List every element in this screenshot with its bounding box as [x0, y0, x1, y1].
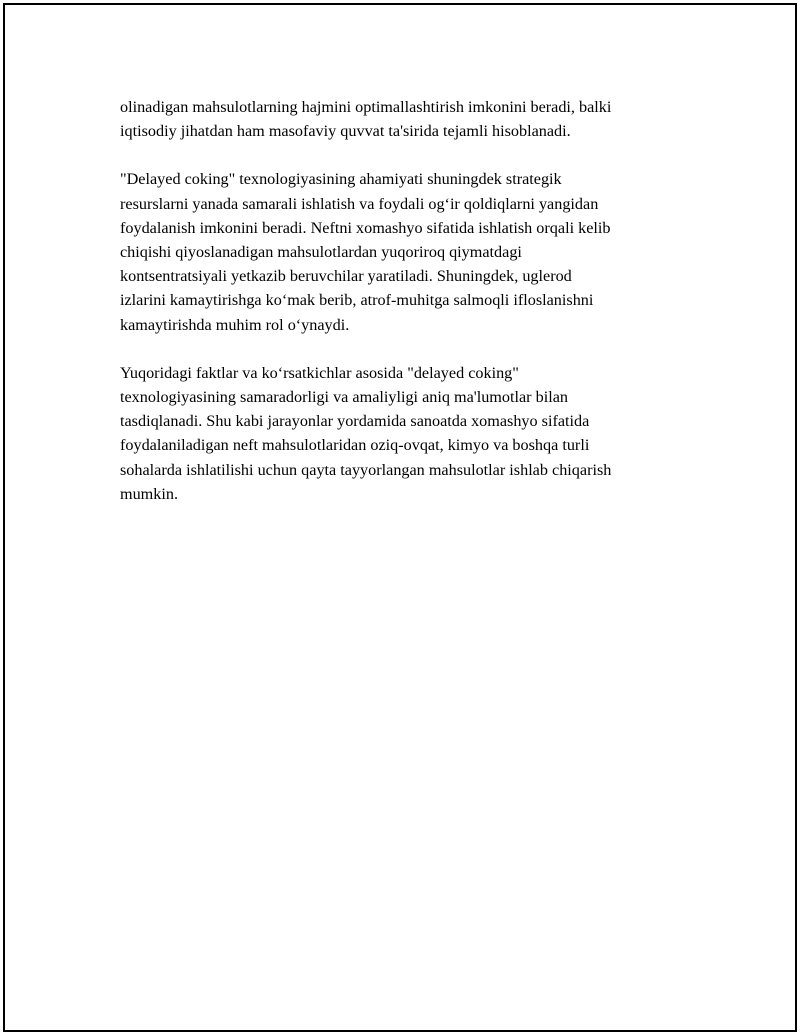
- document-body: [120, 95, 690, 530]
- paragraph-line: texnologiyasining samaradorligi va amaliyligi aniq ma'lumotlar bilan: [120, 388, 568, 407]
- paragraph-line: foydalaniladigan neft mahsulotlaridan oziq-ovqat, kimyo va boshqa turli: [120, 436, 590, 455]
- paragraph-line: Yuqoridagi faktlar va ko‘rsatkichlar asosida "delayed coking": [120, 363, 519, 382]
- paragraph-2: [120, 167, 690, 336]
- document-page: [3, 3, 797, 1032]
- paragraph-line: tasdiqlanadi. Shu kabi jarayonlar yordamida sanoatda xomashyo sifatida: [120, 412, 590, 431]
- paragraph-line: foydalanish imkonini beradi. Neftni xomashyo sifatida ishlatish orqali kelib: [120, 218, 611, 237]
- paragraph-line: chiqishi qiyoslanadigan mahsulotlardan yuqoriroq qiymatdagi: [120, 243, 522, 262]
- paragraph-line: kontsentratsiyali yetkazib beruvchilar yaratiladi. Shuningdek, uglerod: [120, 267, 572, 286]
- paragraph-line: olinadigan mahsulotlarning hajmini optimallashtirish imkonini beradi, balki: [120, 98, 612, 116]
- paragraph-line: "Delayed coking" texnologiyasining ahamiyati shuningdek strategik: [120, 170, 562, 189]
- paragraph-3: [120, 361, 690, 506]
- paragraph-line: izlarini kamaytirishga ko‘mak berib, atrof-muhitga salmoqli ifloslanishni: [120, 291, 594, 310]
- paragraph-1: [120, 95, 690, 143]
- paragraph-line: iqtisodiy jihatdan ham masofaviy quvvat ta'sirida tejamli hisoblanadi.: [120, 122, 571, 141]
- paragraph-line: kamaytirishda muhim rol o‘ynaydi.: [120, 315, 350, 334]
- paragraph-line: resurslarni yanada samarali ishlatish va foydali og‘ir qoldiqlarni yangidan: [120, 194, 599, 213]
- paragraph-line: mumkin.: [120, 484, 179, 503]
- paragraph-line: sohalarda ishlatilishi uchun qayta tayyorlangan mahsulotlar ishlab chiqarish: [120, 460, 612, 479]
